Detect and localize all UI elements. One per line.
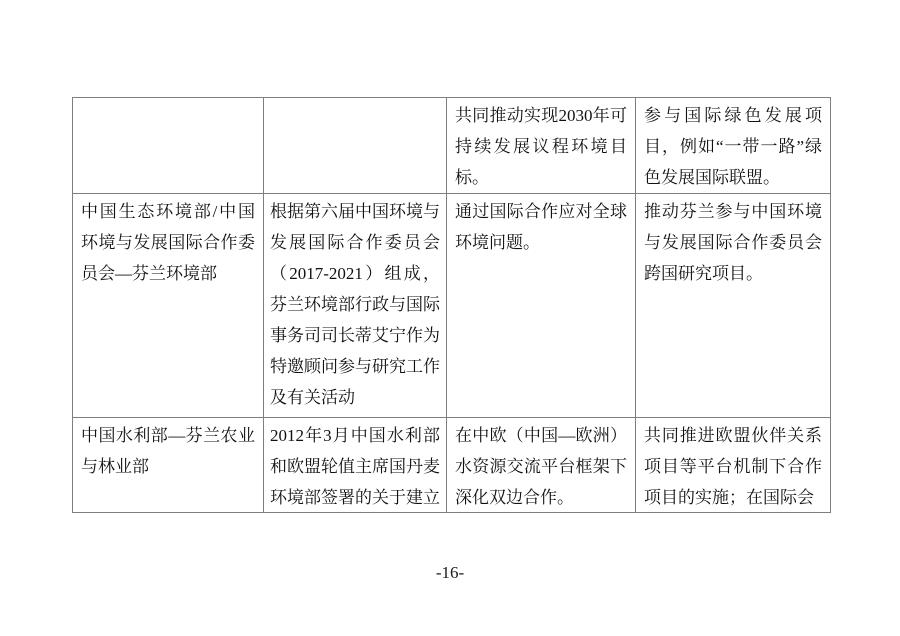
- table-cell: [636, 194, 831, 418]
- table-cell: [447, 194, 636, 418]
- table-cell: [636, 418, 831, 513]
- cell-text: 中国生态环境部/中国环境与发展国际合作委员会—芬兰环境部: [81, 202, 255, 283]
- cell-text: 根据第六届中国环境与发展国际合作委员会（2017-2021）组成，芬兰环境部行政与国际事务司司长蒂艾宁作为特邀顾问参与研究工作及有关活动: [270, 202, 440, 407]
- table-cell: [264, 98, 447, 194]
- table-row: [73, 98, 831, 194]
- table-cell: [73, 98, 264, 194]
- table-cell: [73, 194, 264, 418]
- table-cell: [264, 194, 447, 418]
- cell-text: 参与国际绿色发展项目，例如“一带一路”绿色发展国际联盟。: [644, 106, 822, 187]
- table-cell: [73, 418, 264, 513]
- table-cell: [447, 98, 636, 194]
- cell-text: 2012年3月中国水利部和欧盟轮值主席国丹麦环境部签署的关于建立: [270, 426, 440, 507]
- cell-text: [264, 98, 446, 100]
- cell-text: 共同推动实现2030年可持续发展议程环境目标。: [455, 106, 627, 187]
- table-row: [73, 418, 831, 513]
- page-number: -16-: [435, 563, 465, 582]
- table-cell: [636, 98, 831, 194]
- cell-text: 中国水利部—芬兰农业与林业部: [81, 426, 255, 476]
- cooperation-table: [72, 97, 831, 513]
- table-cell: [264, 418, 447, 513]
- cell-text: [73, 98, 263, 100]
- table-cell: [447, 418, 636, 513]
- cell-text: 推动芬兰参与中国环境与发展国际合作委员会跨国研究项目。: [644, 202, 822, 283]
- cell-text: 通过国际合作应对全球环境问题。: [455, 202, 627, 252]
- table-row: [73, 194, 831, 418]
- cell-text: 在中欧（中国—欧洲）水资源交流平台框架下深化双边合作。: [455, 426, 627, 507]
- cell-text: 共同推进欧盟伙伴关系项目等平台机制下合作项目的实施；在国际会: [644, 426, 822, 507]
